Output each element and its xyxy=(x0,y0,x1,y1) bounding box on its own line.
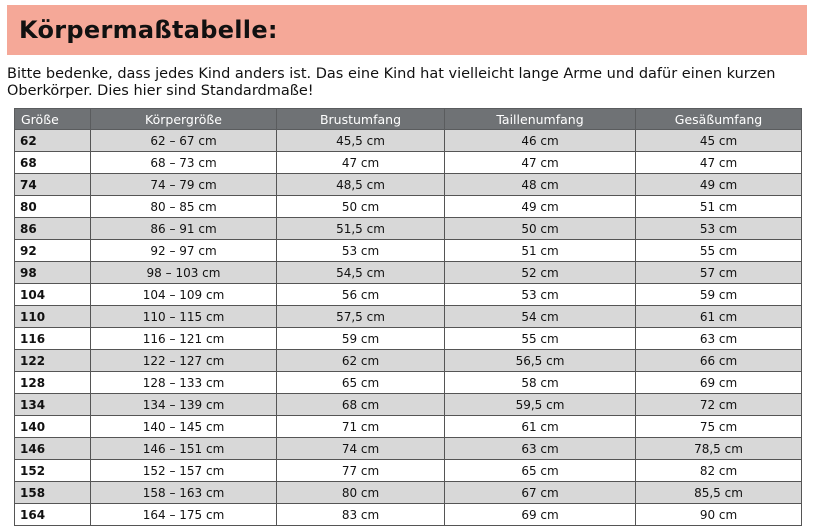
cell-waist: 58 cm xyxy=(445,372,636,394)
cell-waist: 47 cm xyxy=(445,152,636,174)
table-row xyxy=(15,218,802,240)
table-row xyxy=(15,196,802,218)
header-chest: Brustumfang xyxy=(277,109,445,130)
cell-chest: 50 cm xyxy=(277,196,445,218)
cell-size: 134 xyxy=(15,394,91,416)
cell-hip: 72 cm xyxy=(636,394,802,416)
cell-size: 110 xyxy=(15,306,91,328)
cell-chest: 83 cm xyxy=(277,504,445,526)
cell-size: 164 xyxy=(15,504,91,526)
header-size: Größe xyxy=(15,109,91,130)
cell-chest: 74 cm xyxy=(277,438,445,460)
cell-chest: 51,5 cm xyxy=(277,218,445,240)
table-row xyxy=(15,152,802,174)
cell-height: 158 – 163 cm xyxy=(91,482,277,504)
cell-hip: 69 cm xyxy=(636,372,802,394)
cell-height: 92 – 97 cm xyxy=(91,240,277,262)
cell-size: 92 xyxy=(15,240,91,262)
cell-height: 74 – 79 cm xyxy=(91,174,277,196)
table-row xyxy=(15,174,802,196)
cell-size: 104 xyxy=(15,284,91,306)
cell-chest: 48,5 cm xyxy=(277,174,445,196)
table-row xyxy=(15,240,802,262)
cell-chest: 71 cm xyxy=(277,416,445,438)
cell-waist: 59,5 cm xyxy=(445,394,636,416)
cell-hip: 59 cm xyxy=(636,284,802,306)
title-banner xyxy=(7,5,807,55)
table-row xyxy=(15,460,802,482)
cell-chest: 65 cm xyxy=(277,372,445,394)
table-row xyxy=(15,394,802,416)
cell-size: 140 xyxy=(15,416,91,438)
size-table xyxy=(14,108,802,526)
cell-hip: 82 cm xyxy=(636,460,802,482)
table-row xyxy=(15,416,802,438)
cell-hip: 63 cm xyxy=(636,328,802,350)
cell-height: 68 – 73 cm xyxy=(91,152,277,174)
cell-height: 134 – 139 cm xyxy=(91,394,277,416)
cell-hip: 85,5 cm xyxy=(636,482,802,504)
cell-waist: 63 cm xyxy=(445,438,636,460)
cell-height: 128 – 133 cm xyxy=(91,372,277,394)
cell-chest: 57,5 cm xyxy=(277,306,445,328)
cell-hip: 66 cm xyxy=(636,350,802,372)
cell-size: 86 xyxy=(15,218,91,240)
cell-size: 98 xyxy=(15,262,91,284)
cell-waist: 61 cm xyxy=(445,416,636,438)
cell-waist: 53 cm xyxy=(445,284,636,306)
cell-waist: 49 cm xyxy=(445,196,636,218)
cell-waist: 52 cm xyxy=(445,262,636,284)
table-row xyxy=(15,438,802,460)
cell-chest: 45,5 cm xyxy=(277,130,445,152)
cell-height: 164 – 175 cm xyxy=(91,504,277,526)
table-row xyxy=(15,284,802,306)
table-row xyxy=(15,328,802,350)
cell-height: 110 – 115 cm xyxy=(91,306,277,328)
cell-size: 80 xyxy=(15,196,91,218)
cell-chest: 68 cm xyxy=(277,394,445,416)
cell-waist: 55 cm xyxy=(445,328,636,350)
cell-waist: 46 cm xyxy=(445,130,636,152)
cell-hip: 47 cm xyxy=(636,152,802,174)
cell-chest: 47 cm xyxy=(277,152,445,174)
table-header-row xyxy=(15,109,802,130)
cell-waist: 54 cm xyxy=(445,306,636,328)
header-height: Körpergröße xyxy=(91,109,277,130)
cell-hip: 49 cm xyxy=(636,174,802,196)
cell-hip: 53 cm xyxy=(636,218,802,240)
cell-waist: 56,5 cm xyxy=(445,350,636,372)
cell-size: 152 xyxy=(15,460,91,482)
cell-size: 122 xyxy=(15,350,91,372)
cell-hip: 51 cm xyxy=(636,196,802,218)
page-title: Körpermaßtabelle: xyxy=(19,16,278,44)
cell-waist: 65 cm xyxy=(445,460,636,482)
intro-text: Bitte bedenke, dass jedes Kind anders ist. Das eine Kind hat vielleicht lange Arme und dafür einen kurzen Oberkörper. Dies hier sind Standardmaße! xyxy=(7,66,776,99)
cell-size: 146 xyxy=(15,438,91,460)
table-body xyxy=(15,130,802,526)
header-hip: Gesäßumfang xyxy=(636,109,802,130)
cell-size: 62 xyxy=(15,130,91,152)
cell-hip: 75 cm xyxy=(636,416,802,438)
table-row xyxy=(15,482,802,504)
cell-size: 68 xyxy=(15,152,91,174)
cell-waist: 50 cm xyxy=(445,218,636,240)
cell-waist: 69 cm xyxy=(445,504,636,526)
cell-size: 158 xyxy=(15,482,91,504)
table-row xyxy=(15,130,802,152)
cell-chest: 53 cm xyxy=(277,240,445,262)
cell-height: 122 – 127 cm xyxy=(91,350,277,372)
cell-hip: 45 cm xyxy=(636,130,802,152)
cell-chest: 62 cm xyxy=(277,350,445,372)
cell-height: 80 – 85 cm xyxy=(91,196,277,218)
cell-height: 86 – 91 cm xyxy=(91,218,277,240)
cell-chest: 54,5 cm xyxy=(277,262,445,284)
header-waist: Taillenumfang xyxy=(445,109,636,130)
table-row xyxy=(15,350,802,372)
cell-height: 62 – 67 cm xyxy=(91,130,277,152)
cell-height: 140 – 145 cm xyxy=(91,416,277,438)
table-row xyxy=(15,504,802,526)
cell-size: 116 xyxy=(15,328,91,350)
cell-hip: 57 cm xyxy=(636,262,802,284)
table-row xyxy=(15,262,802,284)
cell-height: 104 – 109 cm xyxy=(91,284,277,306)
cell-size: 128 xyxy=(15,372,91,394)
cell-height: 116 – 121 cm xyxy=(91,328,277,350)
table-row xyxy=(15,306,802,328)
cell-height: 152 – 157 cm xyxy=(91,460,277,482)
cell-hip: 78,5 cm xyxy=(636,438,802,460)
cell-chest: 77 cm xyxy=(277,460,445,482)
cell-hip: 55 cm xyxy=(636,240,802,262)
cell-chest: 59 cm xyxy=(277,328,445,350)
cell-hip: 61 cm xyxy=(636,306,802,328)
cell-chest: 56 cm xyxy=(277,284,445,306)
cell-waist: 67 cm xyxy=(445,482,636,504)
cell-size: 74 xyxy=(15,174,91,196)
table-row xyxy=(15,372,802,394)
cell-height: 146 – 151 cm xyxy=(91,438,277,460)
cell-waist: 48 cm xyxy=(445,174,636,196)
cell-waist: 51 cm xyxy=(445,240,636,262)
cell-height: 98 – 103 cm xyxy=(91,262,277,284)
cell-chest: 80 cm xyxy=(277,482,445,504)
cell-hip: 90 cm xyxy=(636,504,802,526)
